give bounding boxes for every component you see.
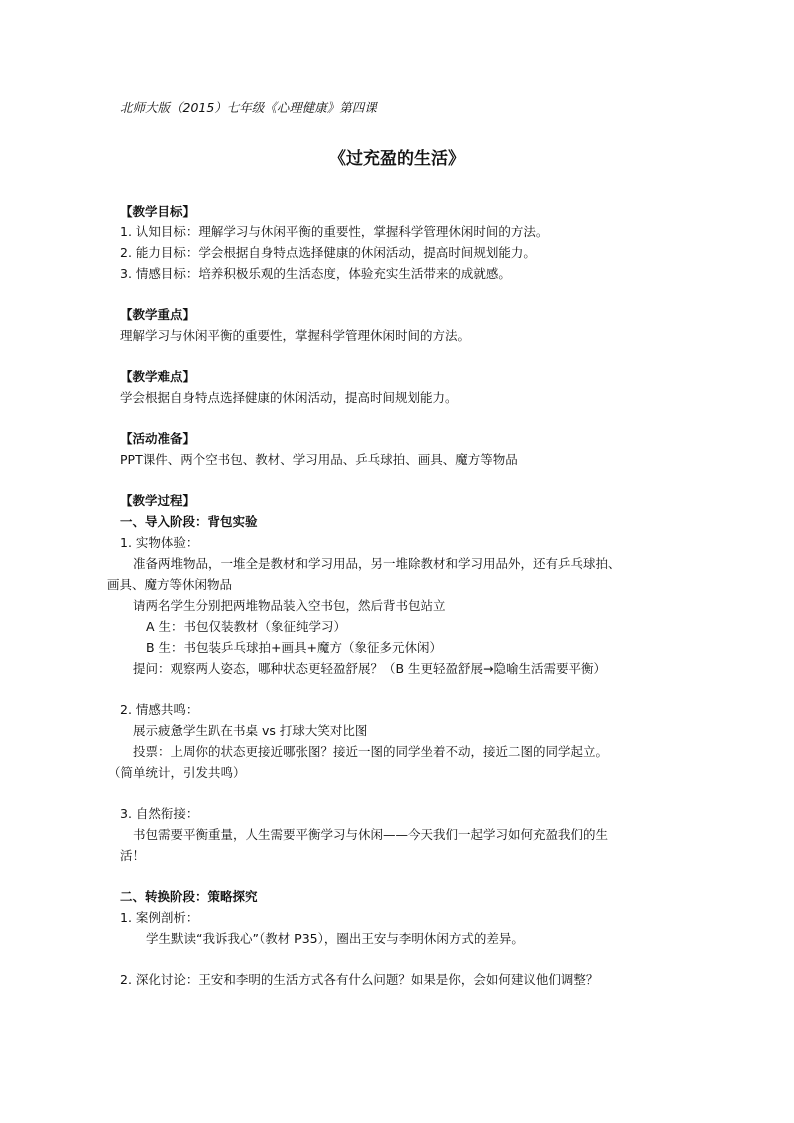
stage1-step1-line: B 生：书包装乒乓球拍+画具+魔方（象征多元休闲） [146,640,442,655]
stage1-step1-line: A 生：书包仅装教材（象征纯学习） [146,619,347,634]
stage2-step1-title: 1. 案例剖析： [120,910,199,925]
stage1-title: 一、导入阶段：背包实验 [120,514,258,529]
stage1-step1-title: 1. 实物体验： [120,535,199,550]
goal-item: 1. 认知目标：理解学习与休闲平衡的重要性，掌握科学管理休闲时间的方法。 [120,224,549,239]
stage1-step3-title: 3. 自然衔接： [120,806,199,821]
stage1-step2-title: 2. 情感共鸣： [120,702,199,717]
stage1-step2-line: （简单统计，引发共鸣） [108,765,246,780]
stage1-step3-line: 书包需要平衡重量，人生需要平衡学习与休闲——今天我们一起学习如何充盈我们的生 [133,827,609,842]
goal-item: 2. 能力目标：学会根据自身特点选择健康的休闲活动，提高时间规划能力。 [120,245,536,260]
preparation-text: PPT课件、两个空书包、教材、学习用品、乒乓球拍、画具、魔方等物品 [120,452,518,467]
stage2-title: 二、转换阶段：策略探究 [120,889,258,904]
goal-item: 3. 情感目标：培养积极乐观的生活态度，体验充实生活带来的成就感。 [120,266,511,281]
key-point-text: 理解学习与休闲平衡的重要性，掌握科学管理休闲时间的方法。 [120,328,471,343]
stage2-step1-line: 学生默读“我诉我心”（教材 P35），圈出王安与李明休闲方式的差异。 [146,931,524,946]
stage1-step1-line: 画具、魔方等休闲物品 [107,577,233,592]
process-heading: 【教学过程】 [120,493,196,508]
lesson-title: 《过充盈的生活》 [329,149,465,169]
difficult-point-text: 学会根据自身特点选择健康的休闲活动，提高时间规划能力。 [120,390,458,405]
stage1-step1-line: 请两名学生分别把两堆物品装入空书包，然后背书包站立 [133,598,446,613]
key-point-heading: 【教学重点】 [120,307,196,322]
stage1-step2-line: 投票：上周你的状态更接近哪张图？接近一图的同学坐着不动，接近二图的同学起立。 [133,744,609,759]
stage1-step1-line: 准备两堆物品，一堆全是教材和学习用品，另一堆除教材和学习用品外，还有乒乓球拍、 [133,556,621,571]
stage2-step2-title: 2. 深化讨论：王安和李明的生活方式各有什么问题？如果是你，会如何建议他们调整？ [120,972,599,987]
difficult-point-heading: 【教学难点】 [120,369,196,384]
course-subtitle: 北师大版（2015）七年级《心理健康》第四课 [120,100,377,115]
preparation-heading: 【活动准备】 [120,431,196,446]
stage1-step3-line: 活！ [120,848,146,863]
goals-heading: 【教学目标】 [120,204,196,219]
stage1-step1-line: 提问：观察两人姿态，哪种状态更轻盈舒展？（B 生更轻盈舒展→隐喻生活需要平衡） [133,661,607,676]
stage1-step2-line: 展示疲惫学生趴在书桌 vs 打球大笑对比图 [133,723,368,738]
